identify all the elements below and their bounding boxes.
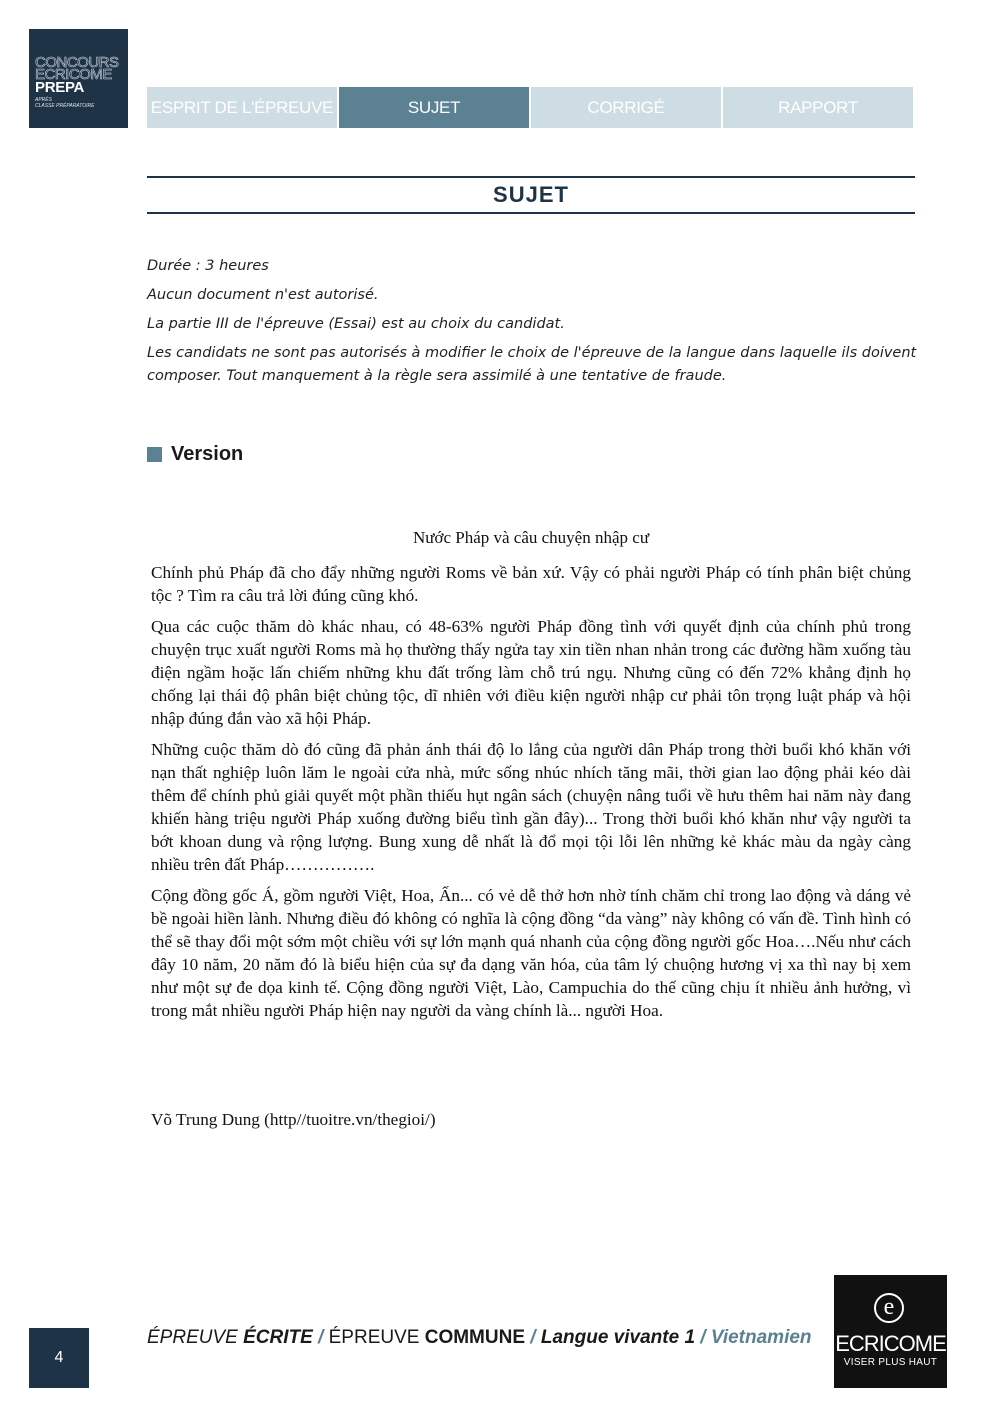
square-bullet-icon (147, 447, 162, 462)
logo-line-concours: CONCOURS (35, 54, 119, 71)
footer-commune: COMMUNE (424, 1327, 525, 1348)
footer-vietnamien: Vietnamien (710, 1327, 812, 1348)
version-text (151, 527, 911, 1030)
tab-esprit[interactable]: ESPRIT DE L'ÉPREUVE (147, 87, 337, 128)
instruction-essay: La partie III de l'épreuve (Essai) est au choix du candidat. (147, 316, 565, 332)
concours-logo (29, 29, 128, 128)
ecricome-logo (834, 1275, 947, 1388)
footer-separator-2: / (525, 1327, 541, 1348)
version-heading (147, 443, 243, 466)
text-paragraph-2: Qua các cuộc thăm dò khác nhau, có 48-63% người Pháp đồng tình với quyết định của chính phủ trong chuyện trục xuất người Roms mà họ thường thấy ngửa tay xin tiền nhan nhản trong các đường hầm xuống tàu điện ngầm hoặc lấn chiếm những khu đất trống làm chỗ trú ngụ. Nhưng cũng có đến 72% khẳng định họ chống lại thái độ phân biệt chủng tộc, dĩ nhiên với điều kiện người nhập cư phải tôn trọng luật pháp và hội nhập đúng đắn vào xã hội Pháp. (151, 617, 911, 728)
footer-separator-3: / (695, 1327, 711, 1348)
version-label: Version (171, 443, 244, 465)
tab-rapport[interactable]: RAPPORT (723, 87, 913, 128)
page-number: 4 (29, 1328, 89, 1388)
logo-line-prepa: PREPA (35, 79, 85, 96)
exam-instructions (147, 255, 917, 394)
page-title: SUJET (147, 176, 915, 214)
brand-name: ECRICOME (835, 1331, 946, 1356)
text-paragraph-3: Những cuộc thăm dò đó cũng đã phản ánh thái độ lo lắng của người dân Pháp trong thời buổi khó khăn với nạn thất nghiệp luôn lăm le ngoài cửa nhà, mức sống nhúc nhích tăng mãi, thời gian lao động phải kéo dài thêm để chính phủ giải quyết một phần thiếu hụt ngân sách (chuyện nâng tuổi về hưu thêm hai năm này đang khiến hàng triệu người Pháp xuống đường biểu tình gần đây)... Trong thời buổi khó khăn như vậy người ta bớt khoan dung và rộng lượng. Bung xung dễ nhất là đổ mọi tội lỗi lên những kẻ khác màu da ngày càng nhiều trên đất Pháp……………. (151, 740, 911, 874)
ecricome-e-icon: e (874, 1293, 904, 1323)
footer-epreuve-light: ÉPREUVE (147, 1327, 244, 1348)
text-paragraph-4: Cộng đồng gốc Á, gồm người Việt, Hoa, Ấn... có vẻ dễ thở hơn nhờ tính chăm chỉ trong lao động và dáng vẻ bề ngoài hiền lành. Nhưng điều đó không có nghĩa là cộng đồng “da vàng” này không có vấn đề. Tình hình có thể sẽ thay đổi một sớm một chiều với sự lớn mạnh quá nhanh của cộng đồng người gốc Hoa….Nếu như cách đây 10 năm, 20 năm đó là biểu hiện của sự đa dạng văn hóa, của tâm lý chuộng hương vị xa thì nay bị xem như một sự đe dọa kinh tế. Cộng đồng người Việt, Lào, Campuchia do thế cũng chịu ít nhiều ảnh hưởng, vì trong mắt nhiều người Pháp hiện nay người da vàng chính là... người Hoa. (151, 886, 911, 1020)
instruction-documents: Aucun document n'est autorisé. (147, 287, 379, 303)
text-title: Nước Pháp và câu chuyện nhập cư (412, 528, 650, 547)
footer-ecrite: ÉCRITE (243, 1327, 313, 1348)
logo-line-apres: APRÈS (35, 97, 52, 103)
tab-sujet[interactable]: SUJET (339, 87, 529, 128)
section-tabs (147, 87, 913, 128)
footer-breadcrumb (147, 1327, 812, 1349)
text-source: Võ Trung Dung (http//tuoitre.vn/thegioi/) (151, 1110, 436, 1129)
footer-epreuve-light-2: ÉPREUVE (328, 1327, 425, 1348)
footer-langue: Langue vivante 1 (540, 1327, 696, 1348)
logo-line-classe: CLASSE PRÉPARATOIRE (35, 103, 95, 109)
logo-line-ecricome: ECRICOME (35, 66, 112, 83)
text-paragraph-1: Chính phủ Pháp đã cho đẩy những người Roms về bản xứ. Vậy có phải người Pháp có tính phân biệt chủng tộc ? Tìm ra câu trả lời đúng cũng khó. (151, 563, 911, 605)
tab-corrige[interactable]: CORRIGÉ (531, 87, 721, 128)
instruction-fraud: Les candidats ne sont pas autorisés à modifier le choix de l'épreuve de la langue dans laquelle ils doivent composer. Tout manquement à la règle sera assimilé à une tentative de fraude. (147, 345, 917, 384)
footer-separator-1: / (312, 1327, 329, 1348)
instruction-duration: Durée : 3 heures (147, 258, 269, 274)
brand-tagline: VISER PLUS HAUT (843, 1357, 938, 1368)
